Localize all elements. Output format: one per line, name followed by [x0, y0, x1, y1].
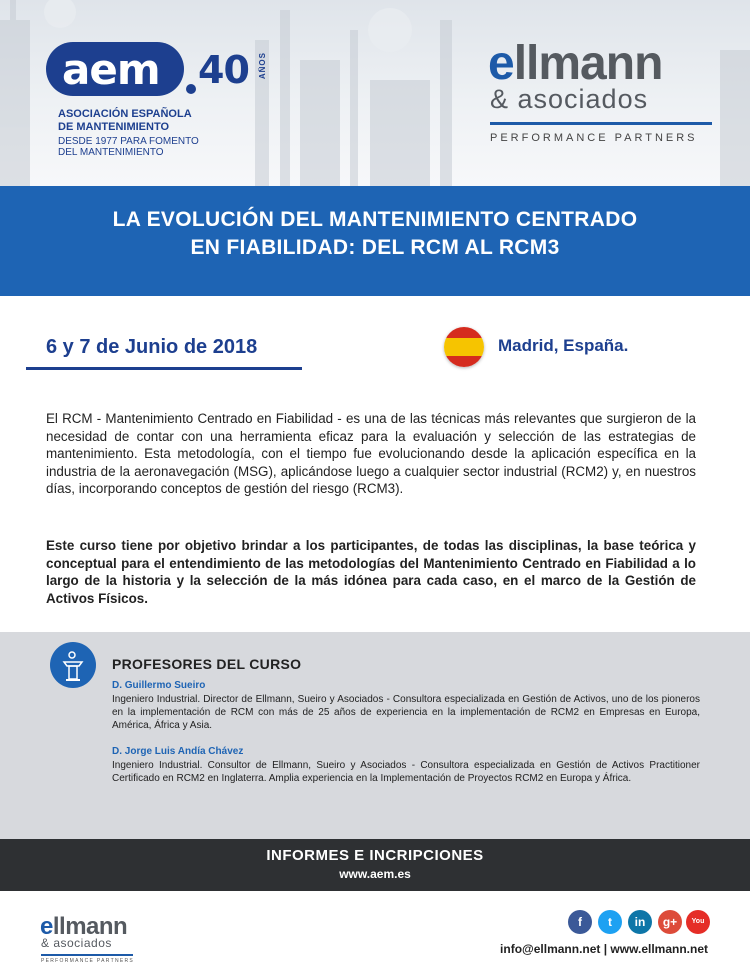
lecturer-podium-icon: [50, 642, 96, 688]
aem-years-label: AÑOS: [258, 52, 267, 80]
aem-since-line1: DESDE 1977 PARA FOMENTO: [58, 136, 199, 147]
footer-logo-asociados: & asociados: [41, 936, 112, 950]
professor-name: D. Guillermo Sueiro: [112, 680, 206, 691]
registration-url[interactable]: www.aem.es: [339, 867, 411, 881]
aem-logo-text: aem: [62, 45, 160, 94]
ellmann-divider: [490, 122, 712, 125]
aem-logo: [46, 42, 266, 172]
youtube-icon[interactable]: You: [686, 910, 710, 934]
aem-name-line1: ASOCIACIÓN ESPAÑOLA: [58, 108, 192, 120]
professors-title: PROFESORES DEL CURSO: [112, 656, 302, 672]
footer-logo-divider: [41, 954, 133, 956]
ellmann-logo-e: e: [488, 37, 514, 90]
googleplus-icon[interactable]: g+: [658, 910, 682, 934]
linkedin-icon[interactable]: in: [628, 910, 652, 934]
professor-description: Ingeniero Industrial. Consultor de Ellmann, Sueiro y Asociados - Consultora especializada en Gestión de Activos Practitioner Certificado en RCM2 en Inglaterra. Amplia experiencia en la Implementación de Proyectos RCM2 en Europa y África.: [112, 760, 700, 784]
page-title: [0, 206, 750, 262]
aem-years: 40: [198, 48, 249, 92]
ellmann-asociados: & asociados: [490, 84, 649, 114]
registration-band: [0, 839, 750, 891]
ellmann-logo-rest: llmann: [513, 37, 663, 90]
ellmann-logo-text: [488, 36, 662, 91]
ellmann-logo: [488, 36, 718, 156]
event-place: Madrid, España.: [498, 336, 629, 355]
title-line2: EN FIABILIDAD: DEL RCM AL RCM3: [190, 236, 560, 259]
header: [0, 0, 750, 186]
contact-links[interactable]: info@ellmann.net | www.ellmann.net: [500, 942, 708, 956]
registration-title: INFORMES E INCRIPCIONES: [266, 847, 484, 864]
objective-paragraph: Este curso tiene por objetivo brindar a los participantes, de todas las disciplinas, la base teórica y conceptual para el entendimiento de las metodologías del Mantenimiento Centrado en Fiabilidad a lo largo de la historia y la selección de la más idónea para cada caso, en el marco de la Gestión de Activos Físicos.: [46, 538, 696, 606]
event-date: 6 y 7 de Junio de 2018: [46, 336, 258, 358]
footer-logo-tagline: PERFORMANCE PARTNERS: [41, 958, 135, 964]
aem-logo-dot: [186, 84, 196, 94]
aem-organization-name: [58, 108, 258, 134]
facebook-icon[interactable]: f: [568, 910, 592, 934]
date-underline: [26, 367, 302, 370]
professor-description: Ingeniero Industrial. Director de Ellmann, Sueiro y Asociados - Consultora especializada en Gestión de Activos, uno de los pioneros en la implementación de RCM con más de 25 años de experiencia en la implementación de RCM2 en Empresas en Europa, América, África y Asia.: [112, 694, 700, 731]
title-line1: LA EVOLUCIÓN DEL MANTENIMIENTO CENTRADO: [112, 208, 638, 231]
footer-logo-rest: llmann: [52, 913, 128, 940]
twitter-icon[interactable]: t: [598, 910, 622, 934]
ellmann-tagline: PERFORMANCE PARTNERS: [490, 132, 698, 144]
intro-paragraph: El RCM - Mantenimiento Centrado en Fiabilidad - es una de las técnicas más relevantes que surgieron de la necesidad de contar con una herramienta eficaz para la evaluación y selección de las estrategias de mantenimiento. Esta metodología, con el tiempo fue evolucionando desde la aplicación específica en la industria de la aeronavegación (MSG), aplicándose luego a cualquier sector industrial (RCM2) y, en nuestros días, incorporando conceptos de gestión del riesgo (RCM3).: [46, 411, 696, 496]
aem-name-line2: DE MANTENIMIENTO: [58, 121, 170, 133]
title-band: [0, 186, 750, 296]
footer-logo-e: e: [40, 913, 53, 940]
footer-ellmann-logo: [40, 913, 150, 968]
aem-since: [58, 136, 258, 158]
aem-since-line2: DEL MANTENIMIENTO: [58, 147, 164, 158]
professor-name: D. Jorge Luis Andía Chávez: [112, 746, 244, 757]
spain-flag-icon: [444, 327, 484, 367]
